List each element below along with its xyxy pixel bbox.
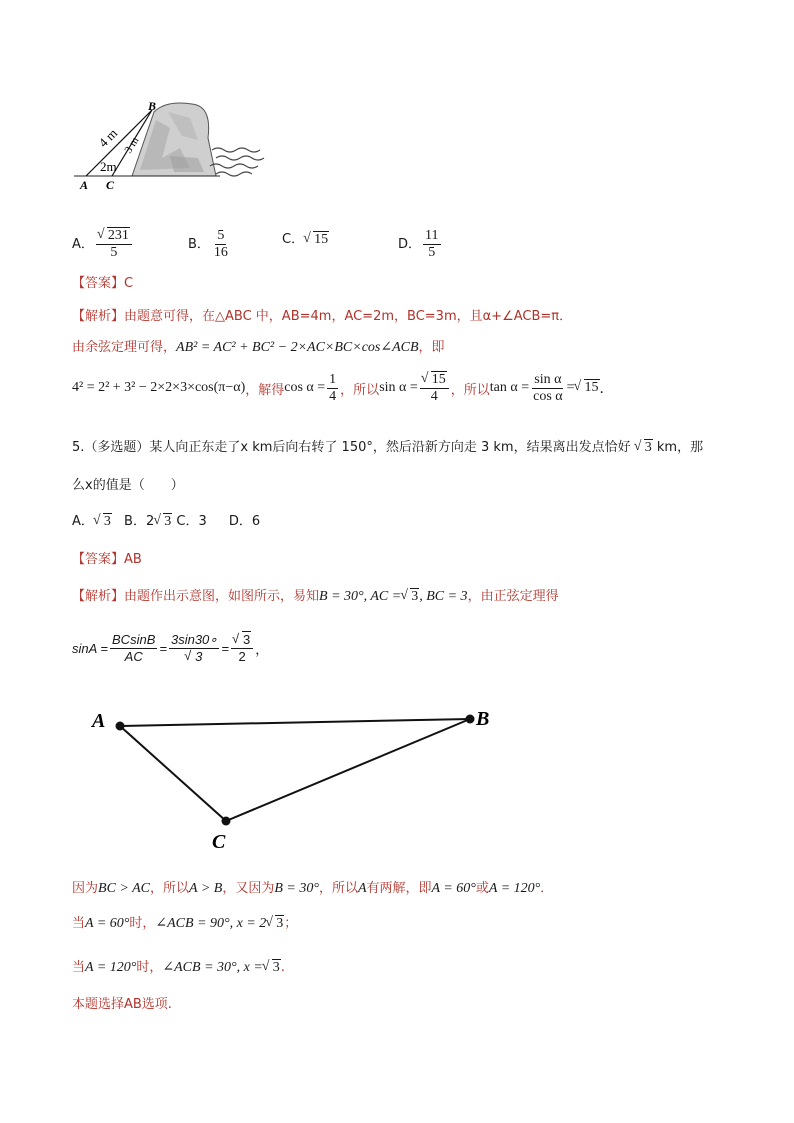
label-b: B [148, 99, 157, 113]
q4-analysis-line3: 4² = 2² + 3² − 2×2×3×cos(π−α) ，解得 cos α = $\frac{1}{4}$ ，所以 sin α = √ $\frac{15}{4}$ ，所以 tan α = $\frac{\text{sin α}}{\text{cos α}}$ = √ 15 ． [72, 368, 614, 408]
q4-option-c: C．√ 15 [282, 228, 329, 248]
q4-option-d: D． $\frac{11}{5}$ [398, 228, 439, 260]
side-bc [226, 719, 470, 821]
triangle-figure [86, 700, 506, 860]
side-ab [120, 719, 470, 726]
q4-option-a: A． √ $\frac{231}{5}$ [72, 228, 134, 261]
q4-analysis-line1: 【解析】由题意可得，在△ABC 中，AB=4m，AC=2m，BC=3m，且α+∠ACB=π． [72, 309, 573, 324]
q5-option-b: B．2√ 3 [124, 514, 172, 529]
q5-question-line1: 5.（多选题）某人向正东走了x km后向右转了 150°，然后沿新方向走 3 km，结果离出发点恰好 √ 3 km，那 [72, 436, 703, 456]
label-2m: 2m [100, 159, 117, 174]
q5-question-line2: 么x的值是（ ） [72, 478, 184, 493]
point-c [222, 817, 231, 826]
point-a [116, 722, 125, 731]
q5-option-d: D．6 [228, 514, 261, 529]
label-c: C [106, 178, 115, 192]
label-a: A [92, 710, 106, 732]
embankment-figure [70, 98, 270, 194]
q5-sine-formula: sinA = $\frac{BCsinB}{AC}$ = 3sin30∘ √ 3 = √ $\frac{3}{2}$ ， [72, 628, 268, 668]
label-b: B [476, 708, 490, 730]
q5-analysis-line1: 【解析】由题作出示意图，如图所示，易知B = 30°, AC =√ 3, BC = 3，由正弦定理得 [72, 585, 559, 605]
label-3m: 3 m [122, 134, 142, 156]
q5-because-line: 因为BC > AC，所以A > B，又因为B = 30°，所以A有两解，即A = 60°或A = 120°． [72, 881, 554, 896]
side-ac [120, 726, 226, 821]
point-b [466, 715, 475, 724]
q5-option-a: A．√ 3 [72, 514, 112, 529]
q5-case1-line: 当A = 60°时，∠ACB = 90°, x = 2√ 3； [72, 912, 297, 932]
q5-case2-line: 当A = 120°时，∠ACB = 30°, x =√ 3. [72, 956, 285, 976]
q4-analysis-line2: 由余弦定理可得，AB² = AC² + BC² − 2×AC×BC×cos∠ACB，即 [72, 340, 445, 355]
label-4m: 4 m [95, 125, 121, 151]
label-a: A [80, 178, 89, 192]
q4-option-b: B． $\frac{5}{16}$ [188, 228, 228, 260]
q5-option-c: C．3 [176, 514, 207, 529]
q5-conclusion: 本题选择AB选项. [72, 997, 172, 1012]
q5-options [72, 510, 260, 530]
q4-answer: 【答案】C [72, 276, 134, 291]
q5-answer: 【答案】AB [72, 552, 142, 567]
label-c: C [212, 831, 226, 853]
